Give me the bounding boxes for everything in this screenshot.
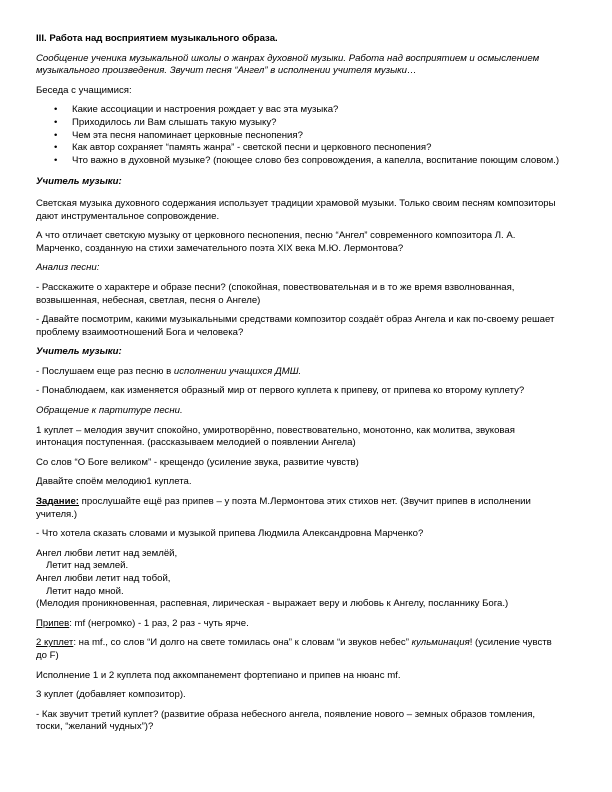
listen-italic: исполнении учащихся ДМШ.: [173, 365, 302, 377]
list-item: • Приходилось ли Вам слышать такую музыку?: [72, 117, 562, 130]
lyrics-line: Ангел любви летит над землёй,: [36, 547, 178, 559]
lyrics-line: Ангел любви летит над тобой,: [36, 573, 171, 584]
verse1-paragraph: 1 куплет – мелодия звучит спокойно, умиротворённо, повествовательно, монотонно, как молитва, звуковая интонация поступенная. (рассказываем мелодией о появлении Ангела): [36, 424, 515, 449]
intro-paragraph: Сообщение ученика музыкальной школы о жанрах духовной музыки. Работа над восприятием и осмыслением музыкального произведения. Звучит песня “Ангел” в исполнении учителя музыки…: [36, 52, 540, 77]
performance-paragraph: Исполнение 1 и 2 куплета под аккомпанемент фортепиано и припев на нюанс mf.: [36, 669, 401, 681]
chorus-label: Припев: [36, 617, 70, 629]
chorus-text: : mf (негромко) - 1 раз, 2 раз - чуть ярче.: [69, 617, 249, 629]
list-item: • Какие ассоциации и настроения рождает у вас эта музыка?: [72, 104, 562, 117]
lyrics-line: Летит над землей.: [46, 560, 129, 572]
question-paragraph: - Что хотела сказать словами и музыкой припева Людмила Александровна Марченко?: [36, 528, 424, 540]
section-heading: III. Работа над восприятием музыкального образа.: [36, 33, 278, 44]
verse2-label: 2 куплет: [36, 637, 74, 649]
verse3-paragraph: 3 куплет (добавляет композитор).: [36, 689, 186, 701]
lyrics-line: Летит надо мной.: [46, 585, 124, 597]
melody-note: (Мелодия проникновенная, распевная, лирическая - выражает веру и любовь к Ангелу, посланнику Бога.): [36, 598, 509, 610]
verse2-italic: кульминация: [411, 637, 470, 649]
analysis-paragraph: - Давайте посмотрим, какими музыкальными средствами композитор создаёт образ Ангела и как по-своему решает проблему взаимоотношений Бога и человека?: [36, 314, 555, 338]
verse2-text: : на mf., со слов “И долго на свете томилась она” к словам “и звуков небес”: [73, 637, 412, 649]
teacher-paragraph: А что отличает светскую музыку от церковного песнопения, песню “Ангел” современного композитора Л. А. Марченко, созданную на стихи замечательного поэта XIX века М.Ю. Лермонтова?: [36, 230, 516, 254]
teacher-heading: Учитель музыки:: [36, 346, 122, 358]
chorus-paragraph: [36, 618, 562, 631]
words-paragraph: Со слов “О Боге великом” - крещендо (усиление звука, развитие чувств): [36, 456, 359, 468]
sing-paragraph: Давайте споём мелодию1 куплета.: [36, 476, 192, 488]
teacher-paragraph: Светская музыка духовного содержания использует традиции храмовой музыки. Только своим песням композиторы дают инструментальное сопровождение.: [36, 197, 556, 222]
list-item: • Что важно в духовной музыке? (поющее слово без сопровождения, а капелла, воспитание поющим словом.): [72, 155, 562, 168]
list-item: • Как автор сохраняет “память жанра” - светской песни и церковного песнопения?: [72, 142, 562, 155]
verse3-question: - Как звучит третий куплет? (развитие образа небесного ангела, появление нового – земных образов томления, тоски, “желаний чудных”)?: [36, 708, 536, 733]
lyrics-block: [36, 548, 562, 611]
questions-list: [36, 104, 562, 167]
list-item: • Чем эта песня напоминает церковные песнопения?: [72, 130, 562, 143]
score-label: Обращение к партитуре песни.: [36, 405, 183, 417]
listen-paragraph: [36, 366, 562, 379]
teacher-heading: Учитель музыки:: [36, 176, 122, 188]
analysis-label: Анализ песни:: [36, 262, 100, 274]
verse2-paragraph: [36, 637, 562, 662]
analysis-paragraph: - Расскажите о характере и образе песни? (спокойная, повествовательная и в то же время взволнованная, возвышенная, небесная, светлая, песня о Ангеле): [36, 281, 515, 306]
conversation-label: Беседа с учащимися:: [36, 84, 132, 96]
listen-text: - Послушаем еще раз песню в: [36, 365, 174, 377]
task-label: Задание:: [36, 496, 79, 508]
task-text: прослушайте ещё раз припев – у поэта М.Лермонтова этих стихов нет. (Звучит припев в исполнении учителя.): [36, 496, 531, 520]
task-paragraph: [36, 496, 562, 521]
observe-paragraph: - Понаблюдаем, как изменяется образный мир от первого куплета к припеву, от припева ко второму куплету?: [36, 385, 525, 397]
verse2-tail: ! (усиление чувств до F): [36, 637, 552, 661]
